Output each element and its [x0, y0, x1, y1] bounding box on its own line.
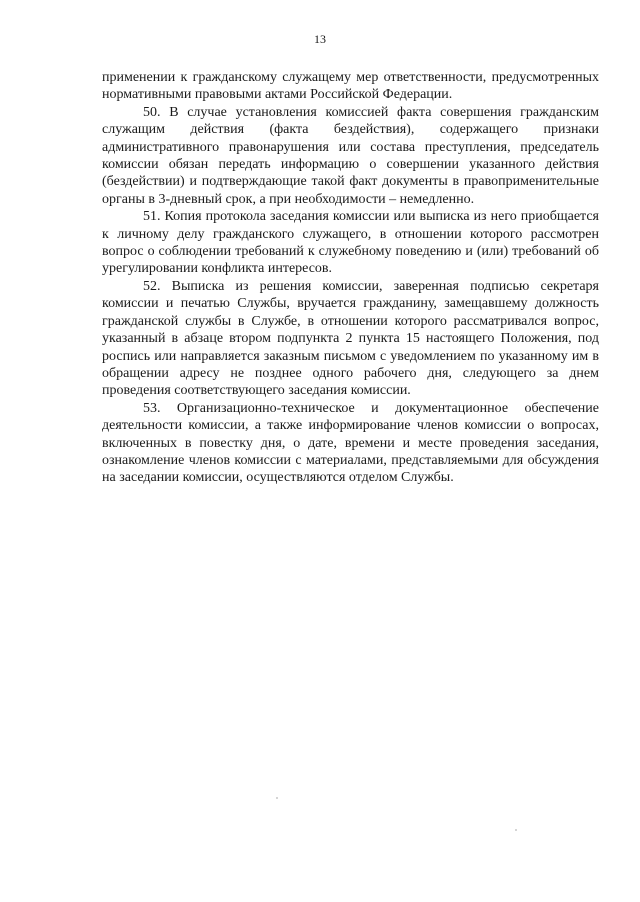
paragraph-50: 50. В случае установления комиссией факта совершения гражданским служащим действия (факта бездействия), содержащего признаки административного правонарушения или состава преступления, председатель комиссии обязан передать информацию о совершении указанного действия (бездействии) и подтверждающие такой факт документы в правоприменительные органы в 3-дневный срок, а при необходимости – немедленно. — [102, 104, 599, 207]
scan-speck — [515, 829, 517, 831]
paragraph-continuation: применении к гражданскому служащему мер ответственности, предусмотренных нормативными правовыми актами Российской Федерации. — [102, 70, 599, 103]
scan-speck — [276, 797, 278, 799]
document-body — [102, 69, 599, 487]
paragraph-52: 52. Выписка из решения комиссии, заверенная подписью секретаря комиссии и печатью Службы, вручается гражданину, замещавшему должность гражданской службы в Службе, в отношении которого рассматривался вопрос, указанный в абзаце втором подпункта 2 пункта 15 настоящего Положения, под роспись или направляется заказным письмом с уведомлением по указанному им в обращении адресу не позднее одного рабочего дня, следующего за днем проведения соответствующего заседания комиссии. — [102, 278, 599, 399]
paragraph-53: 53. Организационно-техническое и документационное обеспечение деятельности комиссии, а также информирование членов комиссии о вопросах, включенных в повестку дня, о дате, времени и месте проведения заседания, ознакомление членов комиссии с материалами, представляемыми для обсуждения на заседании комиссии, осуществляются отделом Службы. — [102, 400, 599, 486]
page-number: 13 — [314, 32, 326, 46]
paragraph-51: 51. Копия протокола заседания комиссии или выписка из него приобщается к личному делу гражданского служащего, в отношении которого рассмотрен вопрос о соблюдении требований к служебному поведению и (или) требований об урегулировании конфликта интересов. — [102, 209, 599, 277]
